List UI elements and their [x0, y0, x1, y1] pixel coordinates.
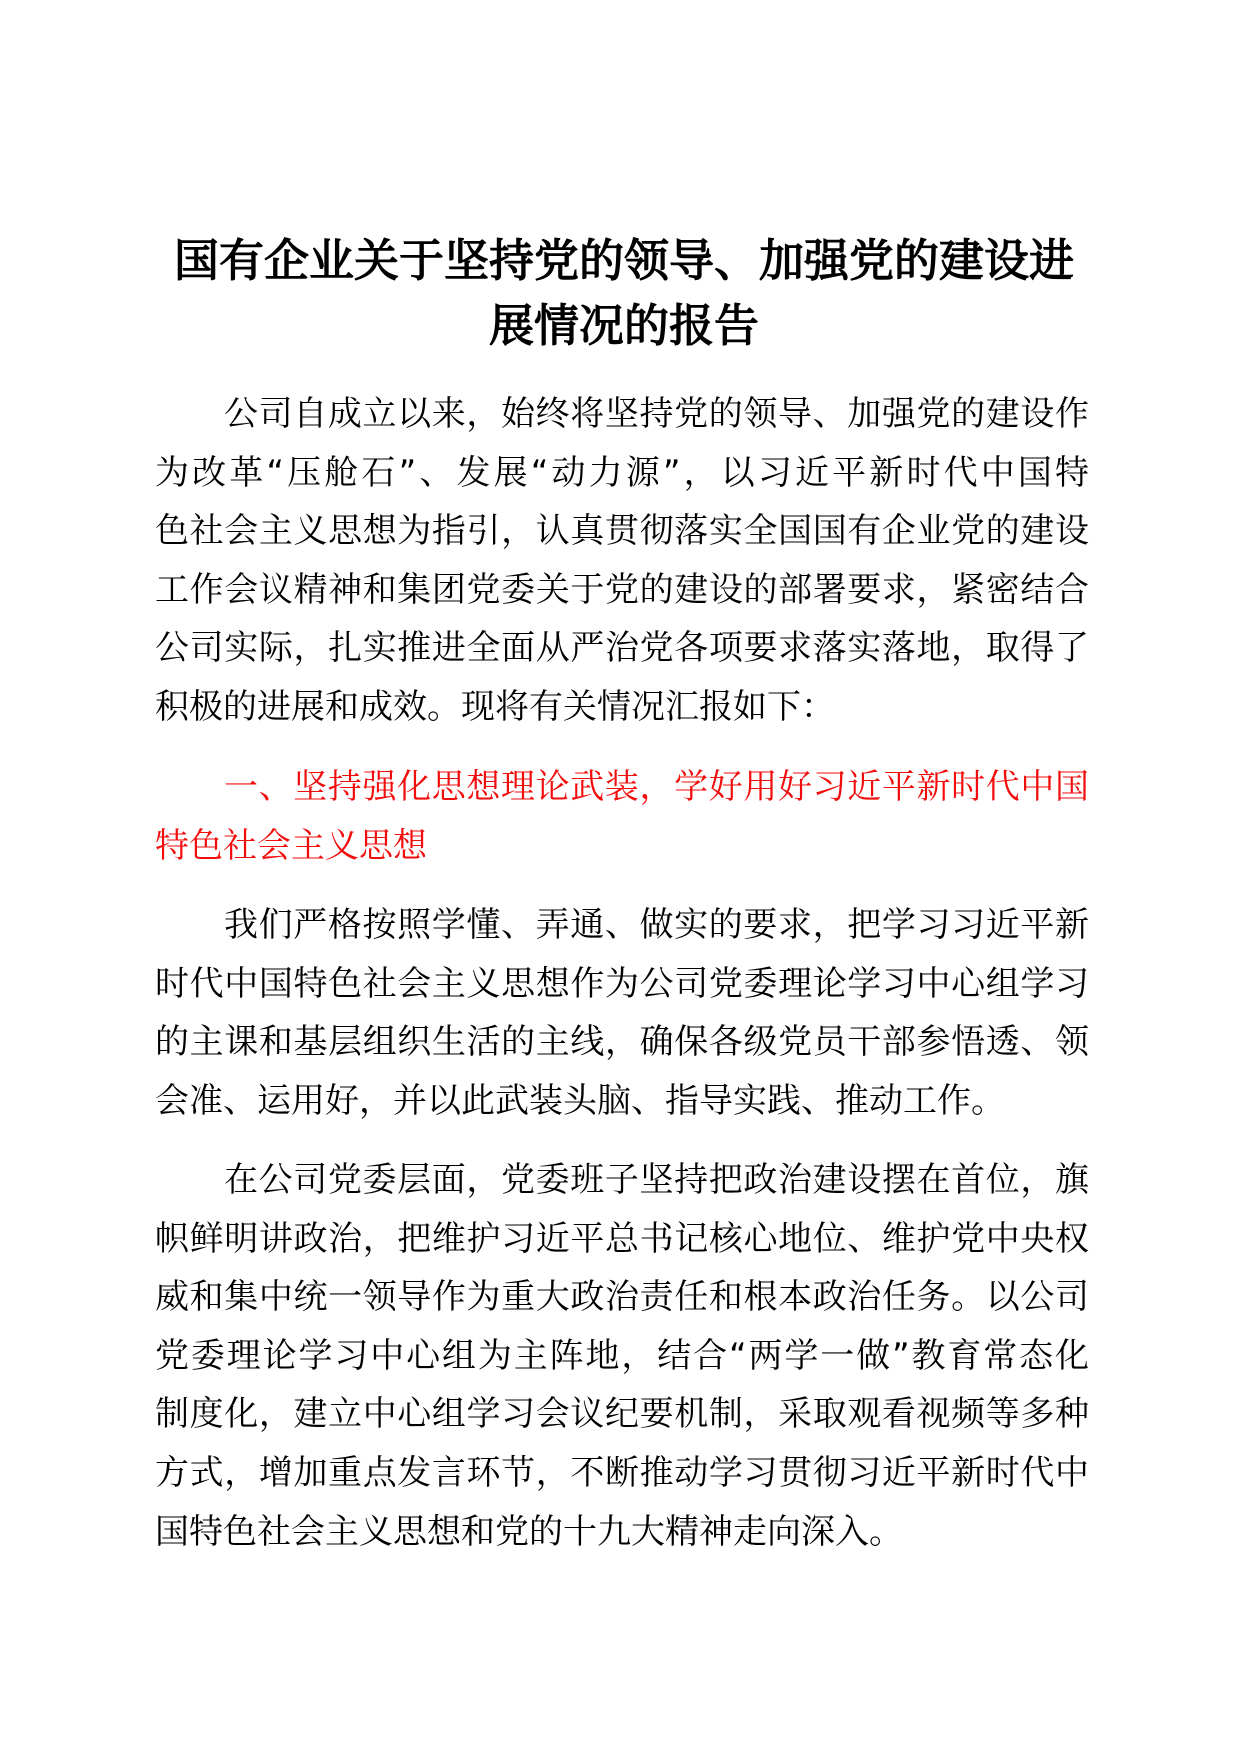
text-line: 我们严格按照学懂、弄通、做实的要求，把学习习近平新 — [224, 905, 1089, 945]
body-paragraph — [155, 896, 1089, 1130]
text-line: 为改革“压舱石”、发展“动力源”，以习近平新时代中国特 — [155, 452, 1089, 493]
text-line: 的主课和基层组织生活的主线，确保各级党员干部参悟透、领 — [155, 1022, 1089, 1063]
text-line: 在公司党委层面，党委班子坚持把政治建设摆在首位，旗 — [224, 1160, 1089, 1200]
section-heading-1 — [155, 758, 1089, 875]
intro-paragraph — [155, 385, 1089, 737]
text-line: 公司自成立以来，始终将坚持党的领导、加强党的建设作 — [224, 394, 1089, 434]
text-line: 时代中国特色社会主义思想作为公司党委理论学习中心组学习 — [155, 963, 1089, 1004]
text-line: 制度化，建立中心组学习会议纪要机制，采取观看视频等多种 — [155, 1394, 1089, 1435]
text-line: 国特色社会主义思想和党的十九大精神走向深入。 — [155, 1511, 903, 1552]
text-line: 帜鲜明讲政治，把维护习近平总书记核心地位、维护党中央权 — [155, 1218, 1089, 1259]
text-line: 威和集中统一领导作为重大政治责任和根本政治任务。以公司 — [155, 1277, 1089, 1318]
heading-line: 特色社会主义思想 — [155, 825, 427, 866]
title-line: 展情况的报告 — [488, 299, 759, 352]
title-line: 国有企业关于坚持党的领导、加强党的建设进 — [173, 234, 1074, 287]
text-line: 公司实际，扎实推进全面从严治党各项要求落实落地，取得了 — [155, 628, 1089, 669]
heading-line: 一、坚持强化思想理论武装，学好用好习近平新时代中国 — [224, 767, 1089, 807]
text-line: 方式，增加重点发言环节，不断推动学习贯彻习近平新时代中 — [155, 1452, 1089, 1493]
body-paragraph — [155, 1151, 1089, 1561]
text-line: 色社会主义思想为指引，认真贯彻落实全国国有企业党的建设 — [155, 511, 1089, 552]
text-line: 党委理论学习中心组为主阵地，结合“两学一做”教育常态化 — [155, 1335, 1089, 1376]
text-line: 工作会议精神和集团党委关于党的建设的部署要求，紧密结合 — [155, 569, 1089, 610]
document-title — [160, 228, 1088, 358]
text-line: 会准、运用好，并以此武装头脑、指导实践、推动工作。 — [155, 1080, 1005, 1121]
text-line: 积极的进展和成效。现将有关情况汇报如下： — [155, 686, 835, 727]
